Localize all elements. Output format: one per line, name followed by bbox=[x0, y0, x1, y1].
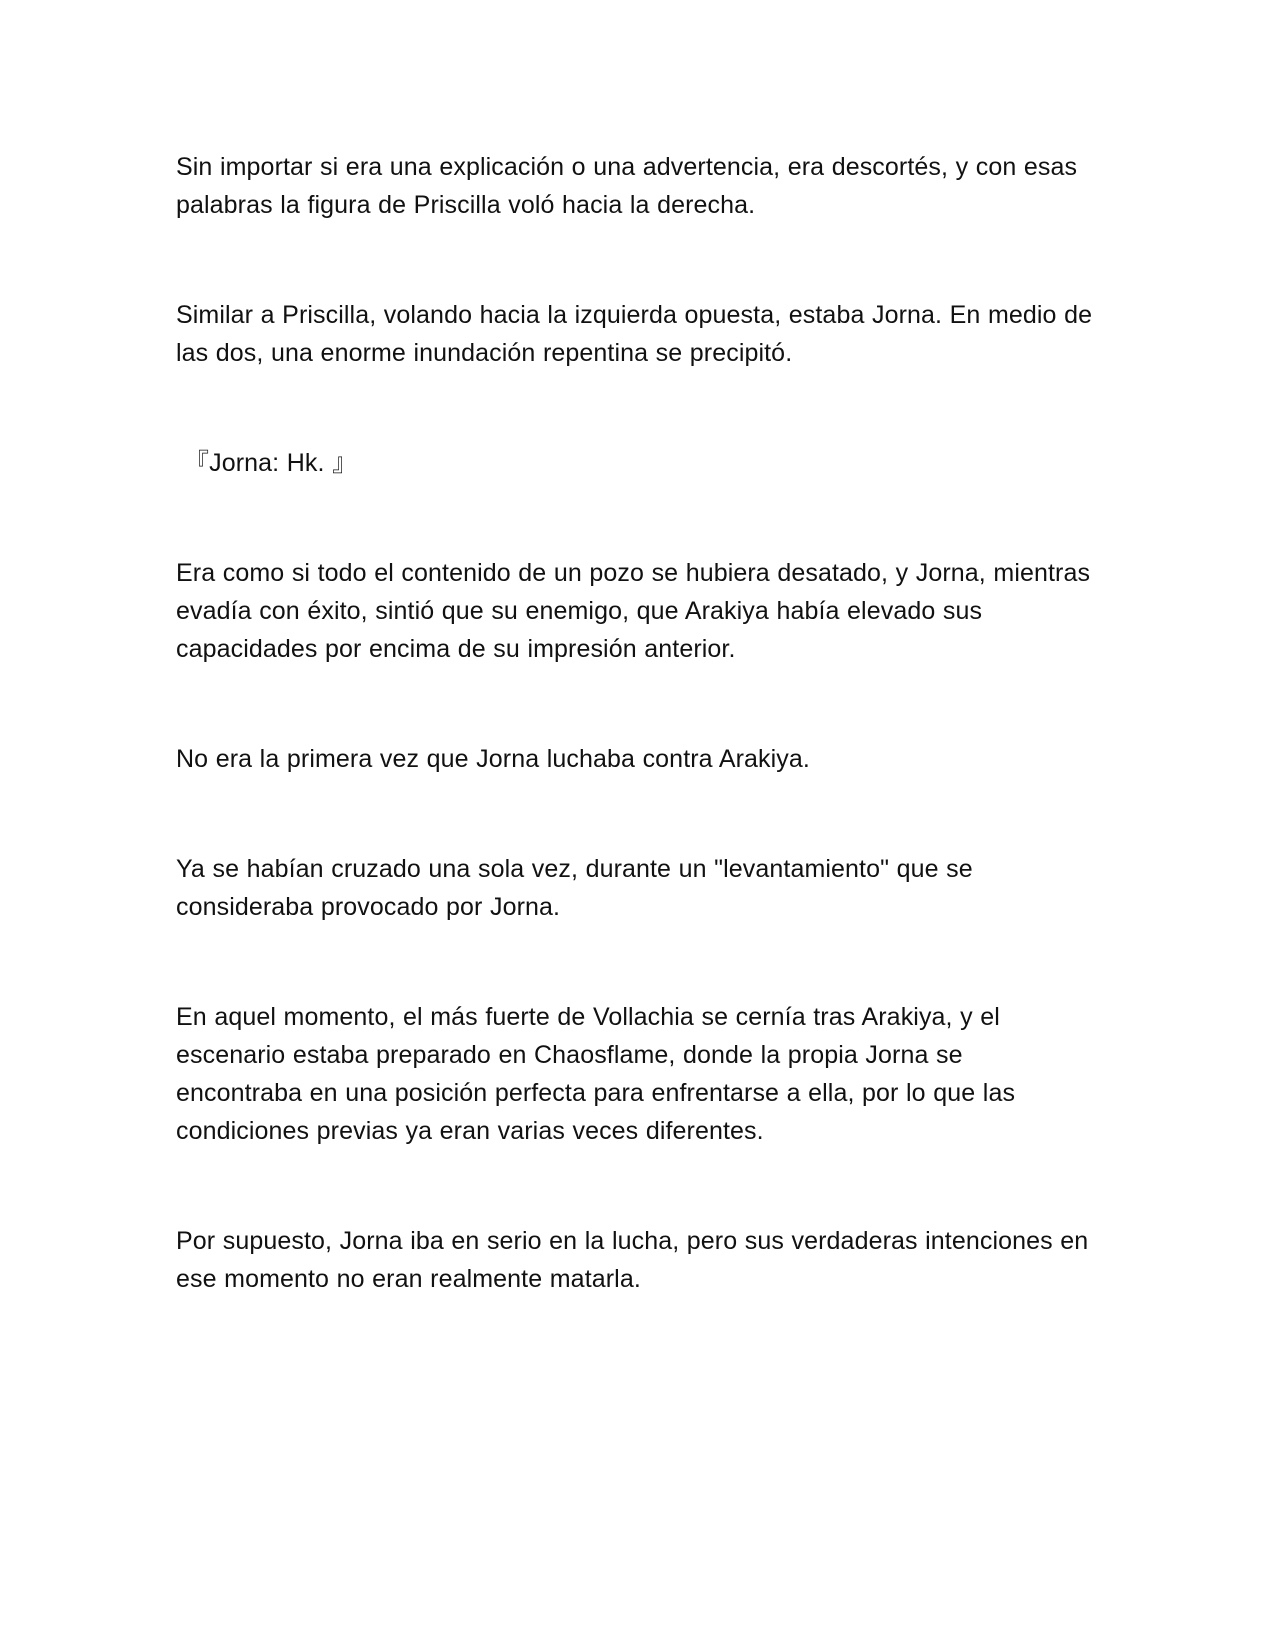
paragraph-8: Por supuesto, Jorna iba en serio en la lucha, pero sus verdaderas intenciones en ese momento no eran realmente matarla. bbox=[176, 1227, 1089, 1293]
paragraph-1: Sin importar si era una explicación o una advertencia, era descortés, y con esas palabras la figura de Priscilla voló hacia la derecha. bbox=[176, 153, 1078, 219]
paragraph-5: No era la primera vez que Jorna luchaba contra Arakiya. bbox=[176, 745, 810, 773]
paragraph-4: Era como si todo el contenido de un pozo se hubiera desatado, y Jorna, mientras evadía con éxito, sintió que su enemigo, que Arakiya había elevado sus capacidades por encima de su impresión anterior. bbox=[176, 559, 1091, 663]
paragraph-7: En aquel momento, el más fuerte de Vollachia se cernía tras Arakiya, y el escenario estaba preparado en Chaosflame, donde la propia Jorna se encontraba en una posición perfecta para enfrentarse a ella, por lo que las condiciones previas ya eran varias veces diferentes. bbox=[176, 1003, 1016, 1145]
paragraph-2: Similar a Priscilla, volando hacia la izquierda opuesta, estaba Jorna. En medio de las dos, una enorme inundación repentina se precipitó. bbox=[176, 301, 1093, 367]
paragraph-6: Ya se habían cruzado una sola vez, durante un "levantamiento" que se consideraba provocado por Jorna. bbox=[176, 855, 973, 921]
dialogue-line: 『Jorna: Hk. 』 bbox=[184, 449, 358, 477]
